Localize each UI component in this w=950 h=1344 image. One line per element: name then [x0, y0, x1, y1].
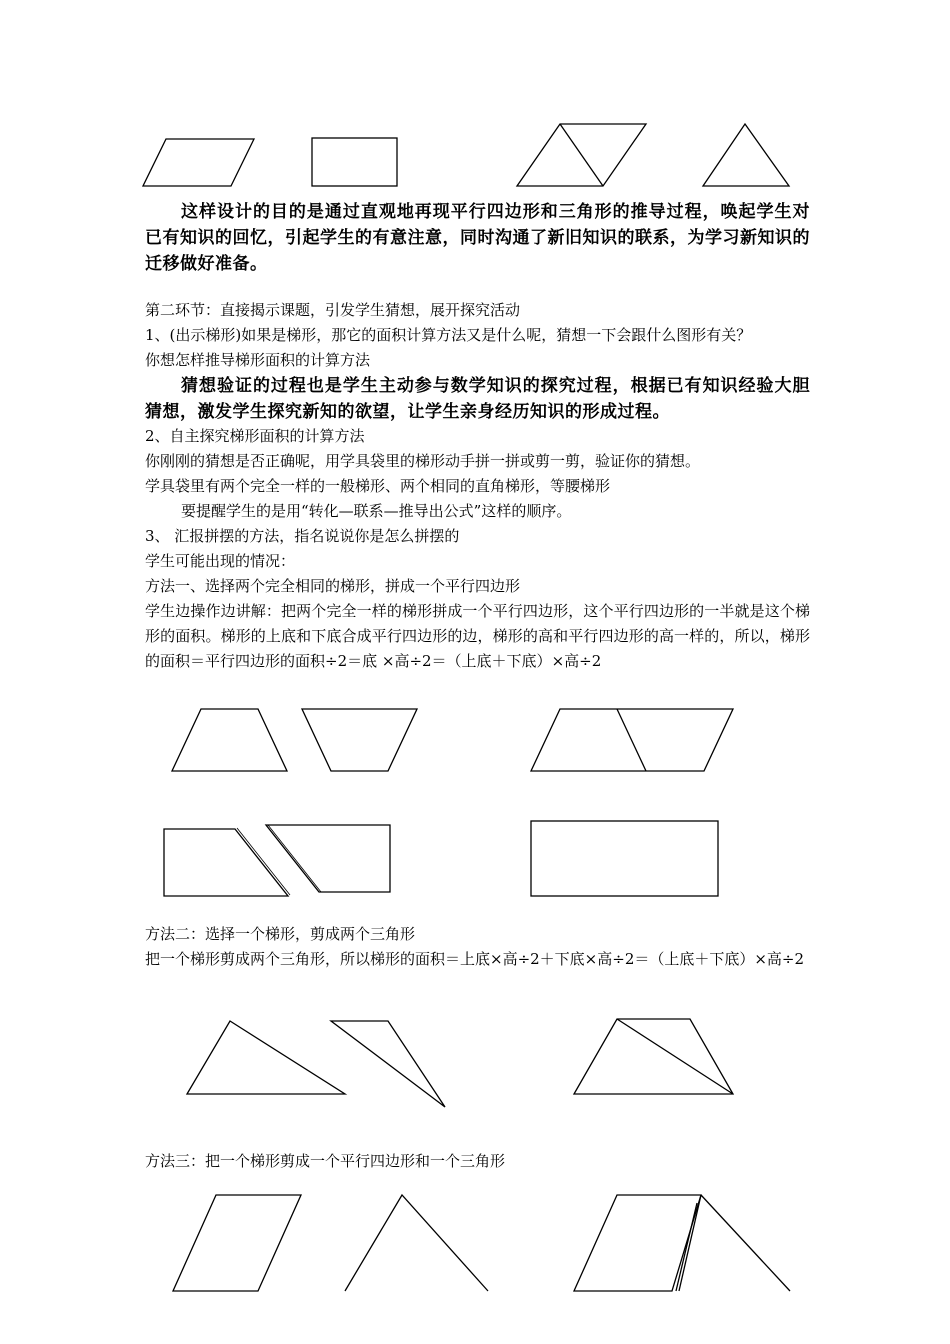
- parallelogram-figure: [143, 139, 254, 186]
- method1-title: 方法一、选择两个完全相同的梯形，拼成一个平行四边形: [145, 577, 521, 595]
- possible-cases: 学生可能出现的情况：: [145, 552, 296, 570]
- intro-design-note: 这样设计的目的是通过直观地再现平行四边形和三角形的推导过程，唤起学生对已有知识的回忆，引起学生的有意注意，同时沟通了新旧知识的联系，为学习新知识的迁移做好准备。: [145, 202, 810, 274]
- item2-line1: 你刚刚的猜想是否正确呢，用学具袋里的梯形动手拼一拼或剪一剪，验证你的猜想。: [145, 452, 701, 470]
- combined-trapezoid-figure: [574, 1195, 790, 1291]
- guess-note: 猜想验证的过程也是学生主动参与数学知识的探究过程，根据已有知识经验大胆猜想，激发学生探究新知的欲望，让学生亲身经历知识的形成过程。: [145, 376, 810, 422]
- rectangle-figure: [312, 138, 397, 186]
- right-trapezoid-figure: [164, 829, 288, 896]
- cut-triangle-figure: [345, 1195, 488, 1291]
- section2-title: 第二环节：直接揭示课题，引发学生猜想，展开探究活动: [145, 301, 521, 319]
- method2-explanation: 把一个梯形剪成两个三角形，所以梯形的面积＝上底×高÷2＋下底×高÷2＝（上底＋下底）×高÷2: [145, 950, 805, 968]
- item1-question: 你想怎样推导梯形面积的计算方法: [145, 351, 371, 369]
- triangle-cut-two-figure: [331, 1021, 445, 1107]
- item1-text: 1、(出示梯形)如果是梯形，那它的面积计算方法又是什么呢，猜想一下会跟什么图形有关？: [145, 326, 752, 344]
- triangle-figure: [703, 124, 789, 186]
- cut-parallelogram-figure: [173, 1195, 301, 1291]
- method3-title: 方法三：把一个梯形剪成一个平行四边形和一个三角形: [145, 1152, 506, 1170]
- parallelogram-split-into-triangles-figure: [517, 124, 646, 186]
- triangle-cut-one-figure: [187, 1021, 345, 1094]
- method2-title: 方法二：选择一个梯形，剪成两个三角形: [145, 925, 416, 943]
- two-right-trapezoids-rectangle-line: [237, 828, 290, 895]
- item2-line2: 学具袋里有两个完全一样的一般梯形、两个相同的直角梯形，等腰梯形: [145, 477, 611, 495]
- item2-text: 2、自主探究梯形面积的计算方法: [145, 427, 365, 445]
- inverted-trapezoid-figure: [302, 709, 417, 771]
- inverted-right-trapezoid-figure: [266, 825, 390, 892]
- trapezoid-figure: [172, 709, 287, 771]
- trapezoid-cut-diagonal-figure: [574, 1019, 733, 1094]
- two-trapezoids-parallelogram-figure: [531, 709, 733, 771]
- item3-text: 3、 汇报拼摆的方法，指名说说你是怎么拼摆的: [145, 527, 460, 545]
- method1-explanation: 学生边操作边讲解：把两个完全一样的梯形拼成一个平行四边形，这个平行四边形的一半就是这个梯形的面积。梯形的上底和下底合成平行四边形的边，梯形的高和平行四边形的高一样的，所以，梯形的面积＝平行四边形的面积÷2＝底 ×高÷2＝（上底＋下底）×高÷2: [145, 602, 810, 670]
- item2-reminder: 要提醒学生的是用“转化—联系—推导出公式”这样的顺序。: [181, 502, 572, 520]
- combined-rectangle-figure: [531, 821, 718, 896]
